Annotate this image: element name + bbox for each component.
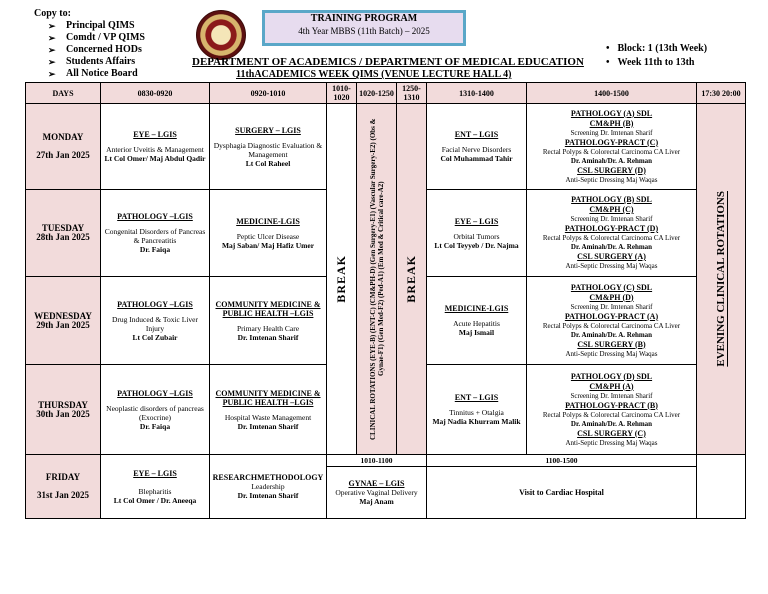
day-date: 30th Jan 2025: [36, 408, 90, 419]
sdl-line: CSL SURGERY (B): [577, 339, 646, 349]
col-t5: 1250-1310: [397, 83, 427, 104]
session-topic: Blepharitis: [138, 486, 172, 496]
session-topic: Facial Nerve Disorders: [441, 145, 512, 154]
friday-time-row: [26, 455, 746, 467]
session-topic: Congenital Disorders of Pancreas & Pancreatitis: [104, 227, 206, 245]
sdl-line: Screening Dr. Imtenan Sharif: [570, 391, 653, 400]
sdl-line: PATHOLOGY-PRACT (D): [564, 224, 659, 233]
sdl-line: Anti-Septic Dressing Maj Waqas: [565, 175, 658, 184]
sdl-line: Dr. Aminah/Dr. A. Rehman: [570, 156, 653, 165]
program-subtitle: 4th Year MBBS (11th Batch) – 2025: [298, 26, 430, 36]
copy-to-label: Copy to:: [34, 8, 71, 19]
col-t7: 1400-1500: [527, 83, 697, 104]
session-topic: Hospital Waste Management: [224, 412, 312, 422]
sdl-line: CSL SURGERY (D): [577, 165, 646, 175]
evening-rotations-cell: [697, 104, 746, 455]
sdl-line: Screening Dr. Imtenan Sharif: [570, 128, 653, 137]
session-subject: PATHOLOGY –LGIS: [117, 388, 193, 398]
sdl-line: Rectal Polyps & Colorectal Carcinoma CA Liver: [542, 321, 681, 330]
session-topic: Peptic Ulcer Disease: [236, 231, 300, 241]
session-cell: [327, 467, 427, 519]
visit-cell: Visit to Cardiac Hospital: [427, 467, 697, 519]
col-days: DAYS: [26, 83, 101, 104]
session-cell: [101, 104, 210, 190]
session-teacher: Lt Col Teyyeb / Dr. Najma: [434, 240, 519, 250]
copy-to-list: [34, 20, 145, 80]
friday-time-a: 1010-1100: [327, 455, 427, 467]
session-subject: EYE – LGIS: [133, 468, 177, 478]
day-name: WEDNESDAY: [34, 310, 92, 321]
evening-rotations-label: EVENING CLINICAL ROTATIONS: [714, 191, 727, 367]
session-cell: [427, 190, 527, 277]
friday-evening-cell: [697, 455, 746, 519]
friday-time-b: 1100-1500: [427, 455, 697, 467]
week-title: 11thACADEMICS WEEK QIMS (VENUE LECTURE HALL 4): [236, 69, 512, 80]
session-cell: [101, 365, 210, 455]
day-date: 29th Jan 2025: [36, 319, 90, 330]
session-subject: ENT – LGIS: [454, 130, 499, 139]
session-teacher: Lt Col Omer / Dr. Aneeqa: [113, 495, 197, 505]
col-t1: 0830-0920: [101, 83, 210, 104]
session-subject: COMMUNITY MEDICINE & PUBLIC HEALTH –LGIS: [215, 388, 321, 407]
session-subject: MEDICINE-LGIS: [444, 304, 509, 313]
session-teacher: Lt Col Zubair: [132, 332, 178, 342]
sdl-line: PATHOLOGY (A) SDL: [570, 108, 653, 118]
sdl-line: Rectal Polyps & Colorectal Carcinoma CA Liver: [542, 410, 681, 419]
sdl-line: PATHOLOGY-PRACT (C): [564, 137, 659, 147]
sdl-line: Screening Dr. Imtenan Sharif: [570, 302, 653, 311]
session-cell: [210, 104, 327, 190]
session-subject: EYE – LGIS: [133, 130, 177, 139]
sdl-line: Anti-Septic Dressing Maj Waqas: [565, 349, 658, 358]
session-cell-group: [527, 277, 697, 365]
sdl-line: CM&PH (C): [589, 205, 634, 214]
session-topic: Primary Health Care: [236, 323, 300, 333]
break-cell-1: [327, 104, 357, 455]
col-t4: 1020-1250: [357, 83, 397, 104]
sdl-line: CM&PH (A): [589, 381, 634, 391]
session-teacher: Lt Col Raheel: [245, 158, 291, 168]
session-subject: MEDICINE-LGIS: [236, 216, 300, 226]
session-topic: Leadership: [251, 482, 285, 491]
sdl-line: PATHOLOGY-PRACT (A): [564, 311, 659, 321]
session-cell-group: [527, 190, 697, 277]
list-item: ➢ All Notice Board: [48, 68, 145, 80]
session-topic: Operative Vaginal Delivery: [335, 488, 418, 497]
col-t6: 1310-1400: [427, 83, 527, 104]
session-subject: EYE – LGIS: [454, 216, 499, 226]
sdl-line: PATHOLOGY-PRACT (B): [565, 400, 658, 410]
session-teacher: Dr. Imtenan Sharif: [237, 332, 299, 342]
department-title: DEPARTMENT OF ACADEMICS / DEPARTMENT OF MEDICAL EDUCATION: [192, 56, 584, 68]
session-cell: [427, 104, 527, 190]
session-cell: [101, 190, 210, 277]
block-line: • Block: 1 (13th Week): [606, 42, 707, 56]
sdl-line: CM&PH (B): [589, 118, 634, 128]
session-subject: PATHOLOGY –LGIS: [117, 212, 193, 221]
session-cell-group: [527, 104, 697, 190]
sdl-line: Anti-Septic Dressing Maj Waqas: [565, 438, 658, 447]
session-topic: Tinnitus + Otalgia: [449, 408, 504, 417]
session-subject: COMMUNITY MEDICINE & PUBLIC HEALTH –LGIS: [215, 299, 321, 318]
break-label: BREAK: [334, 255, 348, 303]
schedule-table: [25, 82, 746, 519]
session-teacher: Lt Col Omer/ Maj Abdul Qadir: [104, 154, 206, 163]
institution-seal-logo: [196, 10, 246, 60]
sdl-line: CSL SURGERY (C): [577, 428, 646, 438]
block-info: [606, 42, 707, 70]
sdl-line: PATHOLOGY (D) SDL: [570, 371, 653, 381]
session-teacher: Dr. Imtenan Sharif: [237, 421, 299, 431]
session-subject: RESEARCHMETHODOLOGY: [212, 473, 324, 482]
session-cell: [210, 277, 327, 365]
session-cell: [427, 277, 527, 365]
session-topic: Neoplastic disorders of pancreas (Exocrine): [106, 403, 204, 422]
day-cell: [26, 277, 101, 365]
day-cell: [26, 455, 101, 519]
day-date: 31st Jan 2025: [36, 490, 89, 500]
sdl-line: Dr. Aminah/Dr. A. Rehman: [570, 243, 653, 251]
day-cell: [26, 190, 101, 277]
weeks-line: • Week 11th to 13th: [606, 56, 707, 70]
col-t3: 1010-1020: [327, 83, 357, 104]
break-cell-2: [397, 104, 427, 455]
sdl-line: Dr. Aminah/Dr. A. Rehman: [570, 330, 653, 339]
col-t2: 0920-1010: [210, 83, 327, 104]
session-topic: Drug Induced & Toxic Liver Injury: [112, 314, 198, 333]
sdl-line: PATHOLOGY (C) SDL: [570, 282, 653, 292]
clinical-rotations-text: CLINICAL ROTATIONS (EYE-B) (ENT-C) (CM&PH-D) (Gen Surgery-E1) (Vascular Surgery-E2) (Obs & Gynae-F1) (Gen Med-F2) (Ped-A1) (Em Med & Critical care-A2): [368, 118, 385, 440]
training-program-box: [262, 10, 466, 46]
session-teacher: Dr. Faiqa: [139, 245, 171, 254]
session-topic: Anterior Uveitis & Management: [106, 145, 204, 154]
session-subject: SURGERY – LGIS: [235, 125, 301, 135]
sdl-line: CM&PH (D): [589, 292, 634, 302]
session-topic: Acute Hepatitis: [453, 319, 500, 328]
list-item: ➢ Students Affairs: [48, 56, 145, 68]
col-t8: 17:30 20:00: [697, 83, 746, 104]
program-title: TRAINING PROGRAM: [310, 13, 418, 24]
session-cell: [210, 190, 327, 277]
list-item: ➢ Concerned HODs: [48, 44, 145, 56]
day-cell: [26, 104, 101, 190]
session-cell: [101, 455, 210, 519]
break-label: BREAK: [404, 255, 418, 303]
copy-to-block: [34, 8, 145, 80]
sdl-line: Screening Dr. Imtenan Sharif: [570, 215, 653, 223]
day-date: 27th Jan 2025: [36, 150, 90, 160]
sdl-line: PATHOLOGY (B) SDL: [571, 195, 652, 204]
day-name: MONDAY: [42, 132, 84, 142]
session-teacher: Dr. Faiqa: [139, 421, 171, 431]
session-subject: PATHOLOGY –LGIS: [117, 299, 193, 309]
session-cell: [210, 365, 327, 455]
session-teacher: Dr. Imtenan Sharif: [237, 491, 299, 500]
table-row: [26, 104, 746, 190]
session-teacher: Maj Ismail: [458, 328, 495, 337]
header-row: [26, 83, 746, 104]
session-topic: Orbital Tumors: [453, 231, 500, 241]
sdl-line: Dr. Aminah/Dr. A. Rehman: [570, 419, 653, 428]
sdl-line: Rectal Polyps & Colorectal Carcinoma CA Liver: [542, 147, 681, 156]
session-subject: ENT – LGIS: [454, 393, 499, 402]
session-teacher: Maj Nadia Khurram Malik: [432, 417, 521, 426]
day-name: FRIDAY: [45, 472, 81, 482]
list-item: ➢ Comdt / VP QIMS: [48, 32, 145, 44]
sdl-line: Anti-Septic Dressing Maj Waqas: [565, 262, 658, 270]
list-item: ➢ Principal QIMS: [48, 20, 145, 32]
clinical-rotations-cell: [357, 104, 397, 455]
session-subject: GYNAE – LGIS: [348, 479, 405, 488]
day-name: TUESDAY: [41, 223, 85, 233]
day-cell: [26, 365, 101, 455]
session-cell-group: [527, 365, 697, 455]
session-cell: [210, 455, 327, 519]
session-topic: Dysphagia Diagnostic Evaluation & Management: [213, 140, 323, 159]
sdl-line: CSL SURGERY (A): [577, 252, 646, 261]
session-teacher: Col Muhammad Tahir: [440, 154, 513, 163]
day-date: 28th Jan 2025: [36, 232, 90, 242]
session-teacher: Maj Saban/ Maj Hafiz Umer: [221, 240, 315, 250]
sdl-line: Rectal Polyps & Colorectal Carcinoma CA Liver: [542, 234, 681, 242]
session-cell: [427, 365, 527, 455]
session-cell: [101, 277, 210, 365]
session-teacher: Maj Anam: [359, 497, 394, 506]
day-name: THURSDAY: [38, 399, 88, 410]
